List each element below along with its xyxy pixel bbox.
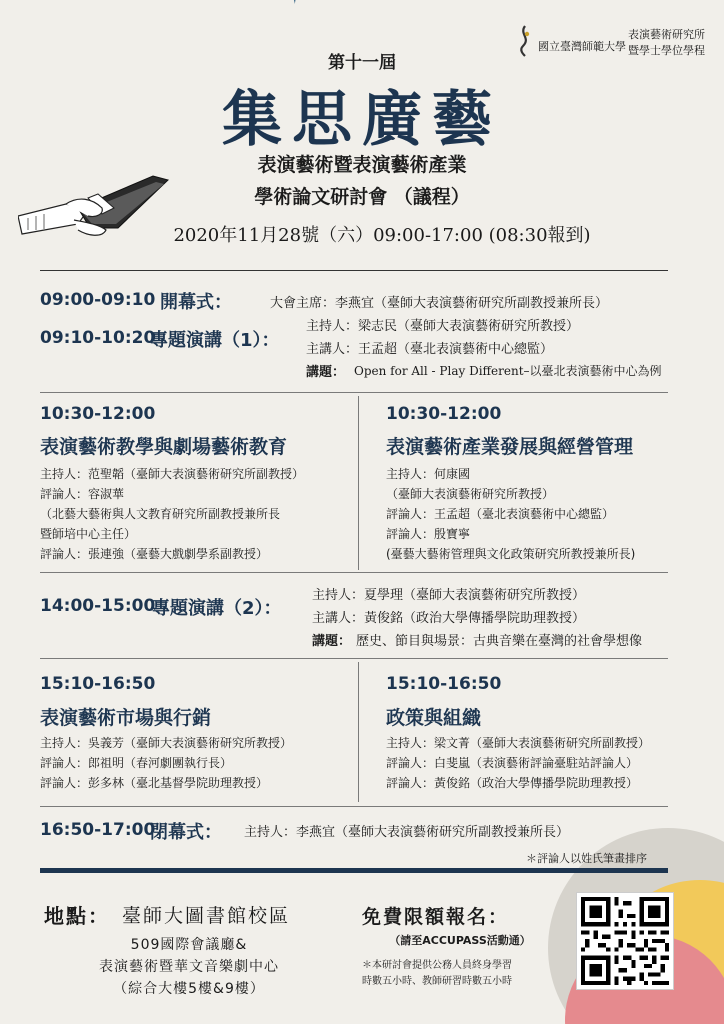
venue-line1: 509國際會議廳& — [130, 937, 248, 953]
keynote2-host: 主持人：夏學理（臺師大表演藝術研究所教授） — [312, 588, 586, 603]
event-date: 2020年11月28號（六）09:00-17:00 (08:30報到) — [173, 225, 591, 246]
list-item: 評論人：殷寶寧 — [386, 527, 471, 541]
session-d-list — [386, 733, 650, 793]
divider-1 — [40, 392, 668, 393]
list-item: 評論人：容淑華 — [40, 487, 125, 501]
session-d-time: 15:10-16:50 — [386, 674, 502, 694]
keynote1-host: 主持人：梁志民（臺師大表演藝術研究所教授） — [306, 319, 580, 334]
keynote2-time: 14:00-15:00 — [40, 596, 156, 616]
registration-note-1: ＊本研討會提供公務人員終身學習 — [362, 960, 512, 971]
session-c-time: 15:10-16:50 — [40, 674, 156, 694]
qr-code[interactable] — [576, 892, 674, 990]
closing-time: 16:50-17:00 — [40, 820, 156, 840]
edition-label: 第十一屆 — [328, 53, 396, 73]
registration-note-2: 時數五小時、教師研習時數五小時 — [362, 976, 512, 987]
opening-time: 09:00-09:10 — [40, 290, 156, 310]
institute-line1: 表演藝術研究所 — [628, 28, 705, 41]
venue-line3: （綜合大樓5樓&9樓） — [113, 981, 265, 997]
list-item: （臺師大表演藝術研究所教授） — [386, 487, 555, 501]
list-item: 主持人：梁文菁（臺師大表演藝術研究所副教授） — [386, 736, 651, 750]
keynote1-topic: Open for All - Play Different–以臺北表演藝術中心為例 — [354, 364, 662, 378]
session-c-title: 表演藝術市場與行銷 — [40, 707, 212, 729]
divider-2 — [40, 572, 668, 573]
registration-sub: （請至ACCUPASS活動通） — [389, 934, 531, 947]
list-item: 評論人：張連強（臺藝大戲劇學系副教授） — [40, 547, 269, 561]
list-item: 評論人：白斐嵐（表演藝術評論臺駐站評論人） — [386, 756, 639, 770]
session-c-list — [40, 733, 292, 793]
venue-name: 臺師大圖書館校區 — [122, 905, 291, 927]
divider-3 — [40, 658, 668, 659]
list-item: 主持人：范聖韜（臺師大表演藝術研究所副教授） — [40, 467, 305, 481]
subtitle-2: 學術論文研討會 （議程） — [254, 186, 470, 208]
session-a-list — [40, 464, 304, 564]
closing-host: 主持人：李燕宜（臺師大表演藝術研究所副教授兼所長） — [244, 825, 570, 840]
venue-line2: 表演藝術暨華文音樂劇中心 — [99, 959, 279, 975]
venue-label: 地點： — [44, 904, 110, 928]
session-d-title: 政策與組織 — [386, 707, 482, 729]
opening-host: 大會主席：李燕宜（臺師大表演藝術研究所副教授兼所長） — [270, 296, 609, 311]
session-b-time: 10:30-12:00 — [386, 404, 502, 424]
keynote1-time: 09:10-10:20 — [40, 328, 156, 348]
keynote2-topic: 歷史、節目與場景：古典音樂在臺灣的社會學想像 — [356, 634, 643, 649]
divider-top — [40, 270, 668, 271]
keynote2-speaker: 主講人：黃俊銘（政治大學傳播學院助理教授） — [312, 611, 586, 626]
university-name: 國立臺灣師範大學 — [538, 40, 626, 53]
keynote1-topic-label: 講題： — [306, 365, 346, 380]
session-a-title: 表演藝術教學與劇場藝術教育 — [40, 436, 288, 458]
registration-title: 免費限額報名： — [362, 906, 510, 928]
list-item: 暨師培中心主任） — [40, 527, 137, 541]
keynote1-speaker: 主講人：王孟超（臺北表演藝術中心總監） — [306, 342, 554, 357]
list-item: （北藝大藝術與人文教育研究所副教授兼所長 — [40, 507, 281, 521]
list-item: 評論人：黃俊銘（政治大學傳播學院助理教授） — [386, 776, 639, 790]
main-title: 集思廣藝 — [222, 85, 502, 155]
session-b-list — [386, 464, 635, 564]
vdivider-2 — [358, 662, 359, 802]
subtitle-1: 表演藝術暨表演藝術產業 — [257, 154, 467, 176]
reviewer-order-note: ＊評論人以姓氏筆畫排序 — [526, 852, 647, 865]
closing-title: 閉幕式： — [150, 822, 222, 843]
institute-line2: 暨學士學位學程 — [628, 44, 705, 57]
list-item: 主持人：何康國 — [386, 467, 471, 481]
list-item: 評論人：郎祖明（春河劇團執行長） — [40, 756, 233, 770]
session-b-title: 表演藝術產業發展與經營管理 — [386, 436, 634, 458]
list-item: 主持人：吳義芳（臺師大表演藝術研究所教授） — [40, 736, 293, 750]
session-a-time: 10:30-12:00 — [40, 404, 156, 424]
keynote2-title: 專題演講（2）： — [152, 598, 282, 619]
keynote1-title: 專題演講（1）： — [150, 330, 280, 351]
list-item: 評論人：彭多林（臺北基督學院助理教授） — [40, 776, 269, 790]
opening-title: 開幕式： — [160, 292, 232, 313]
list-item: (臺藝大藝術管理與文化政策研究所教授兼所長) — [386, 547, 636, 561]
keynote2-topic-label: 講題： — [312, 634, 352, 649]
divider-4 — [40, 806, 668, 807]
list-item: 評論人：王孟超（臺北表演藝術中心總監） — [386, 507, 615, 521]
qr-code-graphic — [581, 897, 669, 985]
vdivider-1 — [358, 396, 359, 570]
divider-thick — [40, 868, 668, 873]
